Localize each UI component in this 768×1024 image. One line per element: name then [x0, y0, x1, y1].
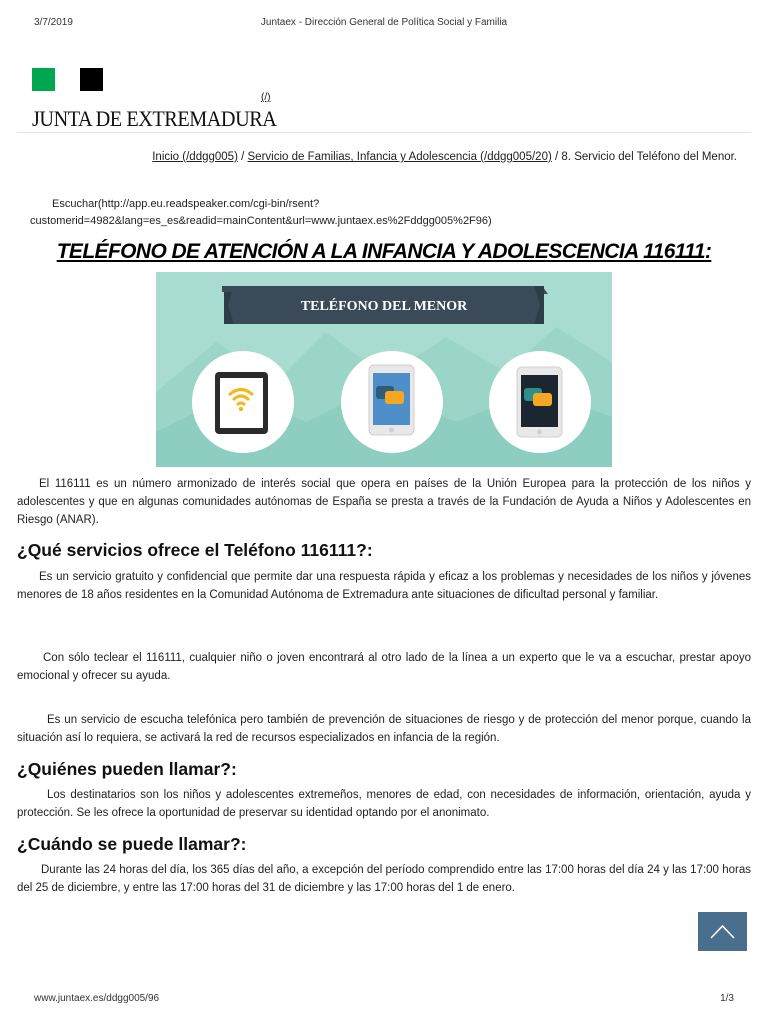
- banner-label: TELÉFONO DEL MENOR: [300, 299, 468, 314]
- page-title: TELÉFONO DE ATENCIÓN A LA INFANCIA Y ADOLESCENCIA 116111:: [56, 240, 712, 263]
- when-paragraph: [17, 861, 751, 897]
- when-text: Durante las 24 horas del día, los 365 días del año, a excepción del período comprendido entre las 17:00 horas del día 24 y las 17:00 horas del 25 de diciembre, y entre las 17:00 horas del 31 de diciembre y las 17:00 horas del 1 de enero.: [17, 864, 751, 894]
- phone-chat-dark-icon: [489, 351, 591, 453]
- services-paragraph-3: [17, 711, 751, 747]
- print-date: 3/7/2019: [34, 17, 73, 28]
- services-paragraph-1: [17, 568, 751, 604]
- footer-url: www.juntaex.es/ddgg005/96: [34, 993, 160, 1004]
- breadcrumb-link-inicio[interactable]: Inicio (/ddgg005): [152, 151, 238, 163]
- header-divider: [17, 132, 751, 133]
- breadcrumb-current: 8. Servicio del Teléfono del Menor.: [561, 151, 737, 163]
- logo-green-square: [32, 68, 55, 91]
- services-text-1: Es un servicio gratuito y confidencial que permite dar una respuesta rápida y eficaz a los problemas y necesidades de los niños y jóvenes menores de 18 años residentes en la Comunidad Autónoma de Extremadura ante situaciones de dificultad personal y familiar.: [17, 571, 751, 601]
- intro-text: El 116111 es un número armonizado de interés social que opera en países de la Unión Europea para la protección de los niños y adolescentes y que en algunas comunidades autónomas de España se presta a través de la Fundación de Ayuda a Niños y Adolescentes en Riesgo (ANAR).: [17, 478, 751, 526]
- breadcrumb: [0, 151, 737, 163]
- services-text-3: Es un servicio de escucha telefónica pero también de prevención de situaciones de riesgo y de protección del menor porque, cuando la situación así lo requiera, se activará la red de recursos especializados en infancia de la región.: [17, 714, 751, 744]
- breadcrumb-link-servicio-familias[interactable]: Servicio de Familias, Infancia y Adolescencia (/ddgg005/20): [247, 151, 552, 163]
- who-paragraph: [17, 786, 751, 822]
- phone-banner-image: [156, 272, 612, 467]
- chevron-up-icon: [710, 924, 735, 939]
- site-logo[interactable]: [32, 68, 292, 132]
- section-heading-servicios: ¿Qué servicios ofrece el Teléfono 116111?:: [17, 540, 373, 560]
- logo-black-square: [80, 68, 103, 91]
- listen-link-line2: customerid=4982&lang=es_es&readid=mainContent&url=www.juntaex.es%2Fddgg005%2F96): [30, 215, 492, 227]
- listen-link-line1: Escuchar(http://app.eu.readspeaker.com/cgi-bin/rsent?: [52, 198, 320, 210]
- breadcrumb-separator: /: [241, 151, 245, 163]
- logo-wordmark: JUNTA DE EXTREMADURA: [32, 106, 277, 131]
- listen-link[interactable]: [30, 196, 730, 230]
- back-to-top-button[interactable]: [698, 912, 747, 951]
- print-title: Juntaex - Dirección General de Política Social y Familia: [260, 17, 508, 28]
- services-paragraph-2: [17, 649, 751, 685]
- footer-page-number: 1/3: [720, 993, 734, 1004]
- home-link[interactable]: (/): [261, 92, 271, 103]
- services-text-2: Con sólo teclear el 116111, cualquier niño o joven encontrará al otro lado de la línea a un experto que le va a escuchar, prestar apoyo emocional y ofrecer su ayuda.: [17, 652, 751, 682]
- breadcrumb-separator: /: [555, 151, 559, 163]
- section-heading-cuando: ¿Cuándo se puede llamar?:: [17, 834, 247, 854]
- tablet-wifi-icon: [192, 351, 294, 453]
- phone-chat-icon: [341, 351, 443, 453]
- who-text: Los destinatarios son los niños y adolescentes extremeños, menores de edad, con necesidades de información, orientación, ayuda y protección. Se les ofrece la oportunidad de preservar su identidad optando por el anonimato.: [17, 789, 751, 819]
- intro-paragraph: [17, 475, 751, 529]
- section-heading-quienes: ¿Quiénes pueden llamar?:: [17, 759, 237, 779]
